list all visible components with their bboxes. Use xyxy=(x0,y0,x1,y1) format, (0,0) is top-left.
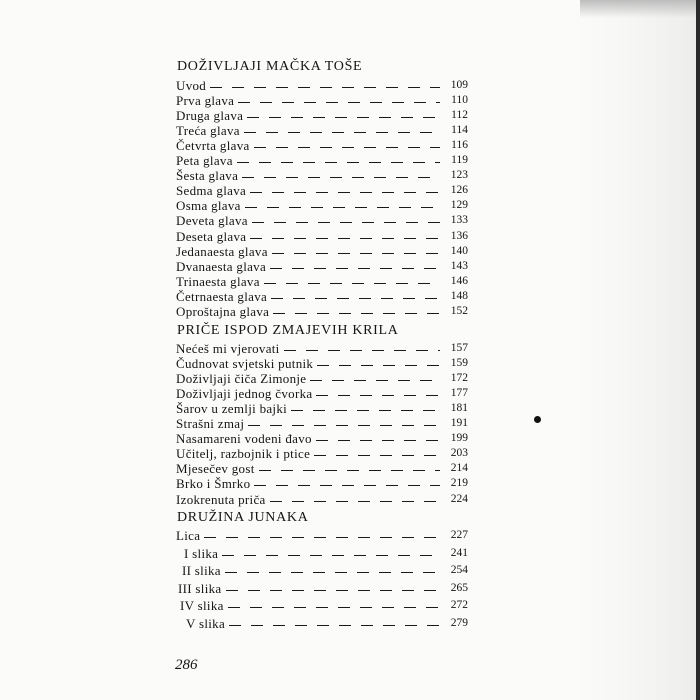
leader-dashes xyxy=(316,440,440,441)
toc-entry-label: Učitelj, razbojnik i ptice xyxy=(176,446,311,462)
toc-entry-label: I slika xyxy=(184,545,219,561)
leader-dashes xyxy=(225,572,440,573)
leader-dashes xyxy=(270,268,440,269)
toc-entry-label: Doživljaji čiča Zimonje xyxy=(176,371,307,387)
toc-entry-page: 146 xyxy=(450,274,468,287)
toc-entry-label: Osma glava xyxy=(176,198,241,214)
toc-entry-label: IV slika xyxy=(180,598,224,614)
toc-entry-page: 109 xyxy=(450,79,468,91)
toc-entry xyxy=(176,416,468,431)
toc-entry-label: Trinaesta glava xyxy=(176,273,260,289)
toc-entry-label: Izokrenuta priča xyxy=(176,491,266,507)
leader-dashes xyxy=(228,607,440,608)
toc-entry xyxy=(176,401,468,416)
toc-entry-page: 123 xyxy=(450,169,468,182)
leader-dashes xyxy=(242,177,440,178)
toc-entry-page: 126 xyxy=(450,184,468,197)
toc-entry xyxy=(176,356,468,371)
toc-entry-page: 203 xyxy=(450,447,468,460)
toc-entry-label: Sedma glava xyxy=(176,183,247,199)
leader-dashes xyxy=(226,590,441,591)
toc-entry xyxy=(176,168,468,183)
toc-entry-page: 110 xyxy=(451,94,468,107)
leader-dashes xyxy=(259,470,440,471)
toc-entry-page: 181 xyxy=(450,402,468,415)
leader-dashes xyxy=(264,283,440,284)
leader-dashes xyxy=(210,87,440,88)
toc-entry xyxy=(176,289,468,304)
leader-dashes xyxy=(229,625,440,626)
toc-entry xyxy=(176,598,468,613)
leader-dashes xyxy=(222,555,440,556)
toc-entry-page: 191 xyxy=(450,417,468,430)
leader-dashes xyxy=(284,350,440,351)
toc-entry xyxy=(176,492,468,507)
toc-entry-label: Nećeš mi vjerovati xyxy=(176,341,280,356)
leader-dashes xyxy=(291,410,440,411)
toc-entry xyxy=(176,546,468,561)
toc-entry-label: Druga glava xyxy=(176,108,244,124)
toc-entry-page: 224 xyxy=(450,492,468,505)
leader-dashes xyxy=(314,455,440,456)
toc-entry xyxy=(176,183,468,198)
toc-entry-label: Četrnaesta glava xyxy=(176,288,268,304)
toc-entry-page: 119 xyxy=(451,154,468,167)
leader-dashes xyxy=(254,485,440,486)
toc-entry-page: 148 xyxy=(450,289,468,302)
leader-dashes xyxy=(316,395,440,396)
page-number: 286 xyxy=(175,657,198,673)
toc-entry-label: Jedanaesta glava xyxy=(176,243,268,259)
leader-dashes xyxy=(252,222,440,223)
ink-dot xyxy=(534,416,541,423)
toc-entry-label: Šesta glava xyxy=(176,168,239,184)
leader-dashes xyxy=(250,238,440,239)
toc-entry xyxy=(176,274,468,289)
toc-entry xyxy=(176,581,468,596)
toc-entry-page: 116 xyxy=(451,139,468,152)
leader-dashes xyxy=(254,147,440,148)
toc-entry-page: 112 xyxy=(451,109,468,122)
leader-dashes xyxy=(248,425,440,426)
toc-entry-page: 219 xyxy=(450,477,468,490)
toc-entry-label: Prva glava xyxy=(176,93,235,109)
leader-dashes xyxy=(245,207,440,208)
toc-entry-label: Četvrta glava xyxy=(176,138,250,154)
toc-entry xyxy=(176,616,468,631)
toc-entry xyxy=(176,229,468,244)
toc-entry-page: 143 xyxy=(450,259,468,272)
toc-entry xyxy=(176,78,468,93)
leader-dashes xyxy=(238,102,440,103)
leader-dashes xyxy=(244,132,440,133)
toc-entry xyxy=(176,341,468,356)
toc-entry-label: Deveta glava xyxy=(176,213,248,229)
toc-entry-label: Mjesečev gost xyxy=(176,461,255,477)
leader-dashes xyxy=(204,537,440,538)
toc-entry-page: 227 xyxy=(450,529,468,541)
leader-dashes xyxy=(270,501,440,502)
toc-entry xyxy=(176,304,468,319)
toc-entry xyxy=(176,431,468,446)
toc-entry xyxy=(176,446,468,461)
scan-corner-shadow xyxy=(580,0,700,18)
toc-entry xyxy=(176,198,468,213)
toc-entry-page: 265 xyxy=(450,581,468,594)
toc-entry xyxy=(176,371,468,386)
toc-entry xyxy=(176,528,468,543)
toc-entry xyxy=(176,108,468,123)
page-edge-shadow xyxy=(572,0,700,700)
toc-entry-page: 157 xyxy=(450,342,468,354)
toc-entry-label: Dvanaesta glava xyxy=(176,258,267,274)
leader-dashes xyxy=(250,192,440,193)
toc-entry xyxy=(176,563,468,578)
toc-entry-page: 177 xyxy=(450,387,468,400)
section-title: PRIČE ISPOD ZMAJEVIH KRILA xyxy=(177,323,399,338)
toc-entry-label: Čudnovat svjetski putnik xyxy=(176,356,314,372)
toc-entry xyxy=(176,244,468,259)
toc-entry xyxy=(176,138,468,153)
toc-entry-page: 279 xyxy=(450,617,468,629)
toc-entry-label: Nasamareni vodeni đavo xyxy=(176,431,312,447)
toc-entry-label: Brko i Šmrko xyxy=(176,476,251,492)
toc-entry-label: V slika xyxy=(186,616,226,631)
leader-dashes xyxy=(317,365,440,366)
toc-entry xyxy=(176,213,468,228)
toc-entry-label: Šarov u zemlji bajki xyxy=(176,401,288,417)
toc-entry-label: II slika xyxy=(182,563,221,579)
toc-entry-label: Strašni zmaj xyxy=(176,416,245,432)
toc-entry-label: Deseta glava xyxy=(176,228,247,244)
toc-entry-page: 159 xyxy=(450,357,468,370)
leader-dashes xyxy=(247,117,440,118)
toc-entry-label: Lica xyxy=(176,528,201,543)
toc-entry-page: 133 xyxy=(450,214,468,227)
leader-dashes xyxy=(272,253,440,254)
leader-dashes xyxy=(237,162,440,163)
toc-entry-page: 114 xyxy=(451,124,468,137)
toc-entry-label: III slika xyxy=(178,580,222,596)
toc-entry xyxy=(176,123,468,138)
toc-entry-page: 140 xyxy=(450,244,468,257)
toc-entry-label: Uvod xyxy=(176,78,207,93)
toc-entry-page: 214 xyxy=(450,462,468,475)
toc-entry xyxy=(176,259,468,274)
toc-entry-page: 272 xyxy=(450,599,468,612)
scan-dark-edge xyxy=(696,0,700,700)
toc-entry-label: Oproštajna glava xyxy=(176,303,270,319)
leader-dashes xyxy=(310,380,440,381)
toc-entry xyxy=(176,476,468,491)
toc-entry-page: 254 xyxy=(450,564,468,577)
toc-entry-page: 241 xyxy=(450,546,468,559)
toc-entry-page: 136 xyxy=(450,229,468,242)
toc-entry xyxy=(176,461,468,476)
section-title: DRUŽINA JUNAKA xyxy=(177,510,309,525)
leader-dashes xyxy=(273,313,440,314)
toc-entry-label: Peta glava xyxy=(176,153,233,169)
toc-entry-page: 152 xyxy=(450,304,468,317)
toc-entry xyxy=(176,93,468,108)
toc-entry-label: Doživljaji jednog čvorka xyxy=(176,386,313,402)
toc-entry xyxy=(176,386,468,401)
toc-entry-page: 199 xyxy=(450,432,468,445)
section-title: DOŽIVLJAJI MAČKA TOŠE xyxy=(177,59,363,74)
leader-dashes xyxy=(271,298,440,299)
toc-entry-page: 172 xyxy=(450,372,468,385)
toc-entry-label: Treća glava xyxy=(176,123,240,139)
toc-entry-page: 129 xyxy=(450,199,468,212)
toc-entry xyxy=(176,153,468,168)
